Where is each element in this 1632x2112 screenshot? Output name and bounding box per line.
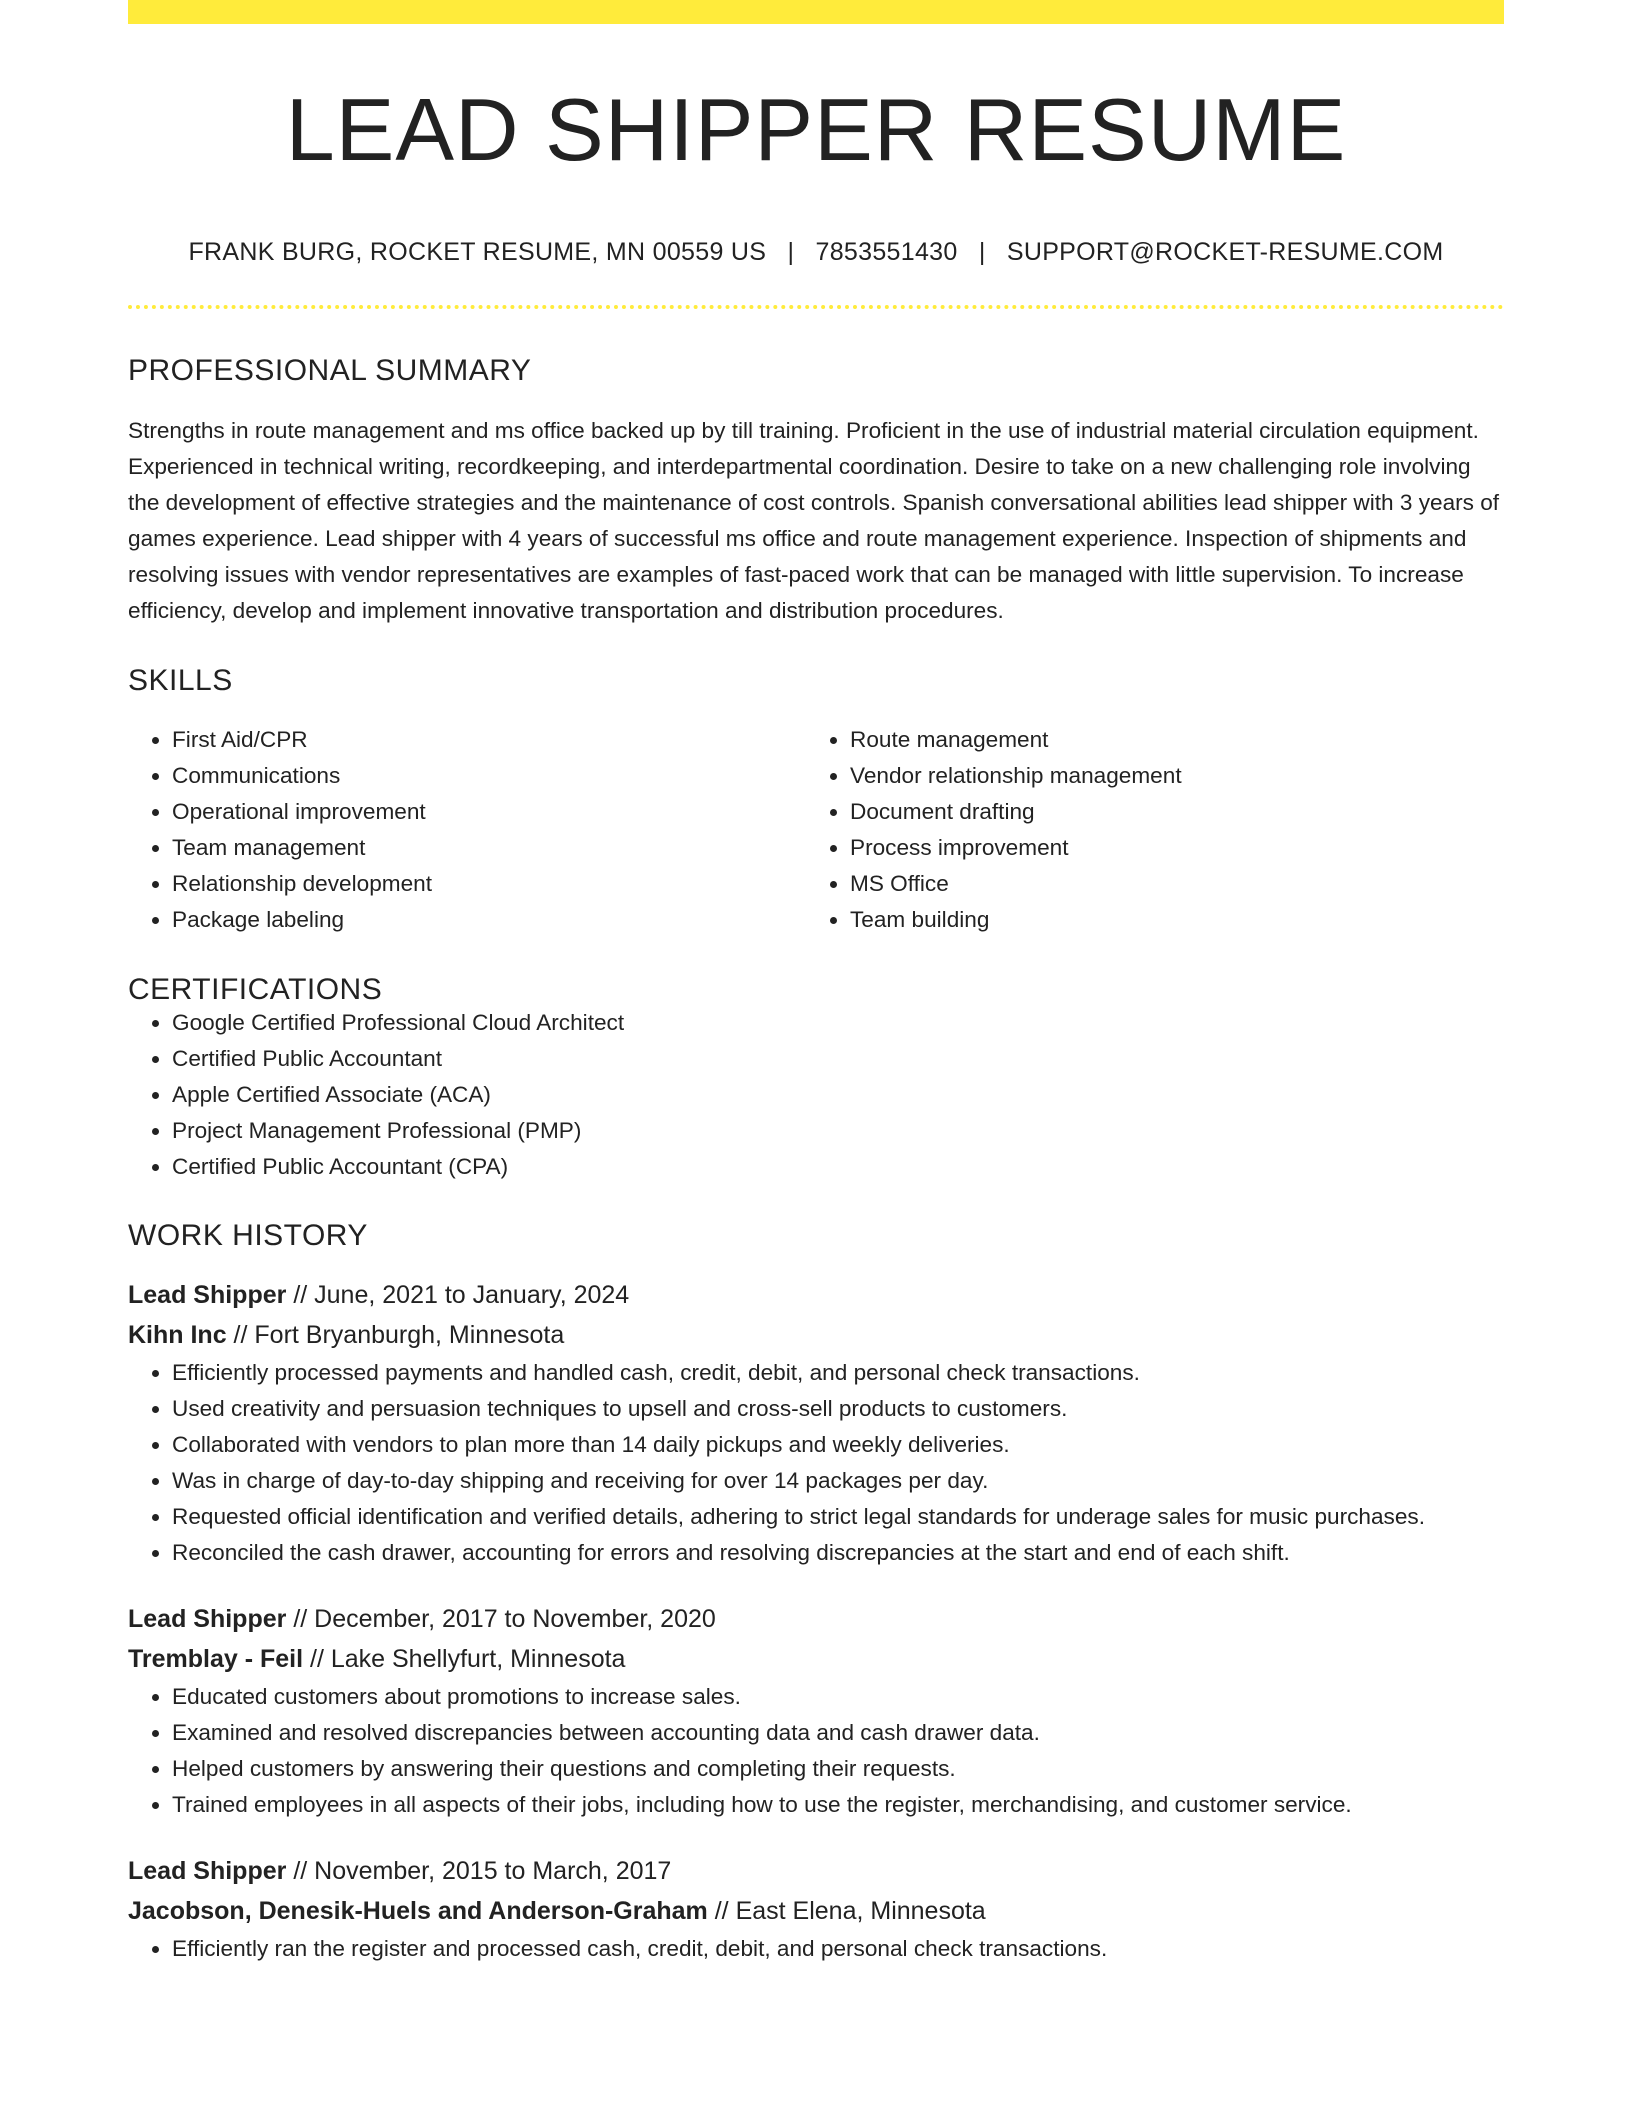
- contact-address: FRANK BURG, ROCKET RESUME, MN 00559 US: [188, 238, 767, 266]
- job-duties-list: [128, 1355, 1504, 1571]
- job-title-line: [128, 1275, 1504, 1315]
- resume-title: LEAD SHIPPER RESUME: [285, 80, 1347, 179]
- job-entry: [128, 1275, 1504, 1571]
- contact-line: [128, 240, 1504, 265]
- skill-item: • MS Office: [850, 866, 1484, 902]
- job-duty-item: • Efficiently ran the register and processed cash, credit, debit, and personal check transactions.: [172, 1931, 1504, 1967]
- certifications-section: [128, 975, 1504, 1185]
- top-accent-bar: [128, 0, 1504, 24]
- skills-heading: SKILLS: [128, 664, 233, 697]
- job-title: Lead Shipper: [128, 1857, 287, 1885]
- contact-email: SUPPORT@ROCKET-RESUME.COM: [1006, 238, 1444, 266]
- certifications-heading: CERTIFICATIONS: [128, 973, 383, 1006]
- job-duty-item: • Examined and resolved discrepancies between accounting data and cash drawer data.: [172, 1715, 1504, 1751]
- work-history-section: [128, 1221, 1504, 1967]
- contact-separator: |: [787, 238, 795, 266]
- job-location: // East Elena, Minnesota: [707, 1897, 986, 1925]
- job-duty-item: • Used creativity and persuasion techniques to upsell and cross-sell products to customers.: [172, 1391, 1504, 1427]
- skills-list-right: [806, 722, 1484, 938]
- skill-item: • Vendor relationship management: [850, 758, 1484, 794]
- certification-item: • Certified Public Accountant: [172, 1041, 1504, 1077]
- job-company: Jacobson, Denesik-Huels and Anderson-Graham: [128, 1897, 708, 1925]
- skill-item: • First Aid/CPR: [172, 722, 806, 758]
- job-duty-item: • Reconciled the cash drawer, accounting for errors and resolving discrepancies at the start and end of each shift.: [172, 1535, 1504, 1571]
- job-duties-list: [128, 1931, 1504, 1967]
- job-location: // Fort Bryanburgh, Minnesota: [226, 1321, 565, 1349]
- job-duty-item: • Collaborated with vendors to plan more than 14 daily pickups and weekly deliveries.: [172, 1427, 1504, 1463]
- job-company: Tremblay - Feil: [128, 1645, 304, 1673]
- job-entry: [128, 1851, 1504, 1967]
- job-duty-item: • Educated customers about promotions to increase sales.: [172, 1679, 1504, 1715]
- job-duty-item: • Efficiently processed payments and handled cash, credit, debit, and personal check transactions.: [172, 1355, 1504, 1391]
- certifications-list: [128, 1005, 1504, 1185]
- certification-item: • Google Certified Professional Cloud Architect: [172, 1005, 1504, 1041]
- work-history-heading: WORK HISTORY: [128, 1219, 368, 1252]
- job-company-line: [128, 1315, 1504, 1355]
- resume-page: [128, 0, 1504, 1967]
- skills-section: [128, 666, 1504, 938]
- job-title: Lead Shipper: [128, 1281, 287, 1309]
- job-company-line: [128, 1639, 1504, 1679]
- job-location: // Lake Shellyfurt, Minnesota: [303, 1645, 626, 1673]
- skill-item: • Team management: [172, 830, 806, 866]
- skills-list-left: [128, 722, 806, 938]
- skills-grid: [128, 722, 1504, 938]
- contact-phone: 7853551430: [815, 238, 958, 266]
- skill-item: • Process improvement: [850, 830, 1484, 866]
- job-company-line: [128, 1891, 1504, 1931]
- job-duty-item: • Trained employees in all aspects of their jobs, including how to use the register, merchandising, and customer service.: [172, 1787, 1504, 1823]
- certification-item: • Apple Certified Associate (ACA): [172, 1077, 1504, 1113]
- job-dates: // December, 2017 to November, 2020: [286, 1605, 716, 1633]
- job-title: Lead Shipper: [128, 1605, 287, 1633]
- summary-heading: PROFESSIONAL SUMMARY: [128, 354, 532, 387]
- skills-column-left: [128, 722, 806, 938]
- job-duty-item: • Helped customers by answering their questions and completing their requests.: [172, 1751, 1504, 1787]
- skill-item: • Package labeling: [172, 902, 806, 938]
- skill-item: • Operational improvement: [172, 794, 806, 830]
- job-company: Kihn Inc: [128, 1321, 227, 1349]
- contact-separator: |: [978, 238, 986, 266]
- skill-item: • Communications: [172, 758, 806, 794]
- job-duty-item: • Was in charge of day-to-day shipping and receiving for over 14 packages per day.: [172, 1463, 1504, 1499]
- skill-item: • Team building: [850, 902, 1484, 938]
- job-title-line: [128, 1851, 1504, 1891]
- job-dates: // November, 2015 to March, 2017: [286, 1857, 672, 1885]
- dotted-divider: [128, 305, 1504, 309]
- skill-item: • Route management: [850, 722, 1484, 758]
- job-duty-item: • Requested official identification and verified details, adhering to strict legal standards for underage sales for music purchases.: [172, 1499, 1504, 1535]
- summary-text: Strengths in route management and ms office backed up by till training. Proficient in the use of industrial material circulation equipment. Experienced in technical writing, recordkeeping, and interdepartmental coordination. Desire to take on a new challenging role involving the development of effective strategies and the maintenance of cost controls. Spanish conversational abilities lead shipper with 3 years of games experience. Lead shipper with 4 years of successful ms office and route management experience. Inspection of shipments and resolving issues with vendor representatives are examples of fast-paced work that can be managed with little supervision. To increase efficiency, develop and implement innovative transportation and distribution procedures.: [128, 418, 1500, 623]
- job-duties-list: [128, 1679, 1504, 1823]
- certification-item: • Certified Public Accountant (CPA): [172, 1149, 1504, 1185]
- summary-section: [128, 356, 1504, 629]
- skill-item: • Relationship development: [172, 866, 806, 902]
- job-entry: [128, 1599, 1504, 1823]
- skill-item: • Document drafting: [850, 794, 1484, 830]
- job-title-line: [128, 1599, 1504, 1639]
- job-dates: // June, 2021 to January, 2024: [286, 1281, 630, 1309]
- certification-item: • Project Management Professional (PMP): [172, 1113, 1504, 1149]
- skills-column-right: [806, 722, 1484, 938]
